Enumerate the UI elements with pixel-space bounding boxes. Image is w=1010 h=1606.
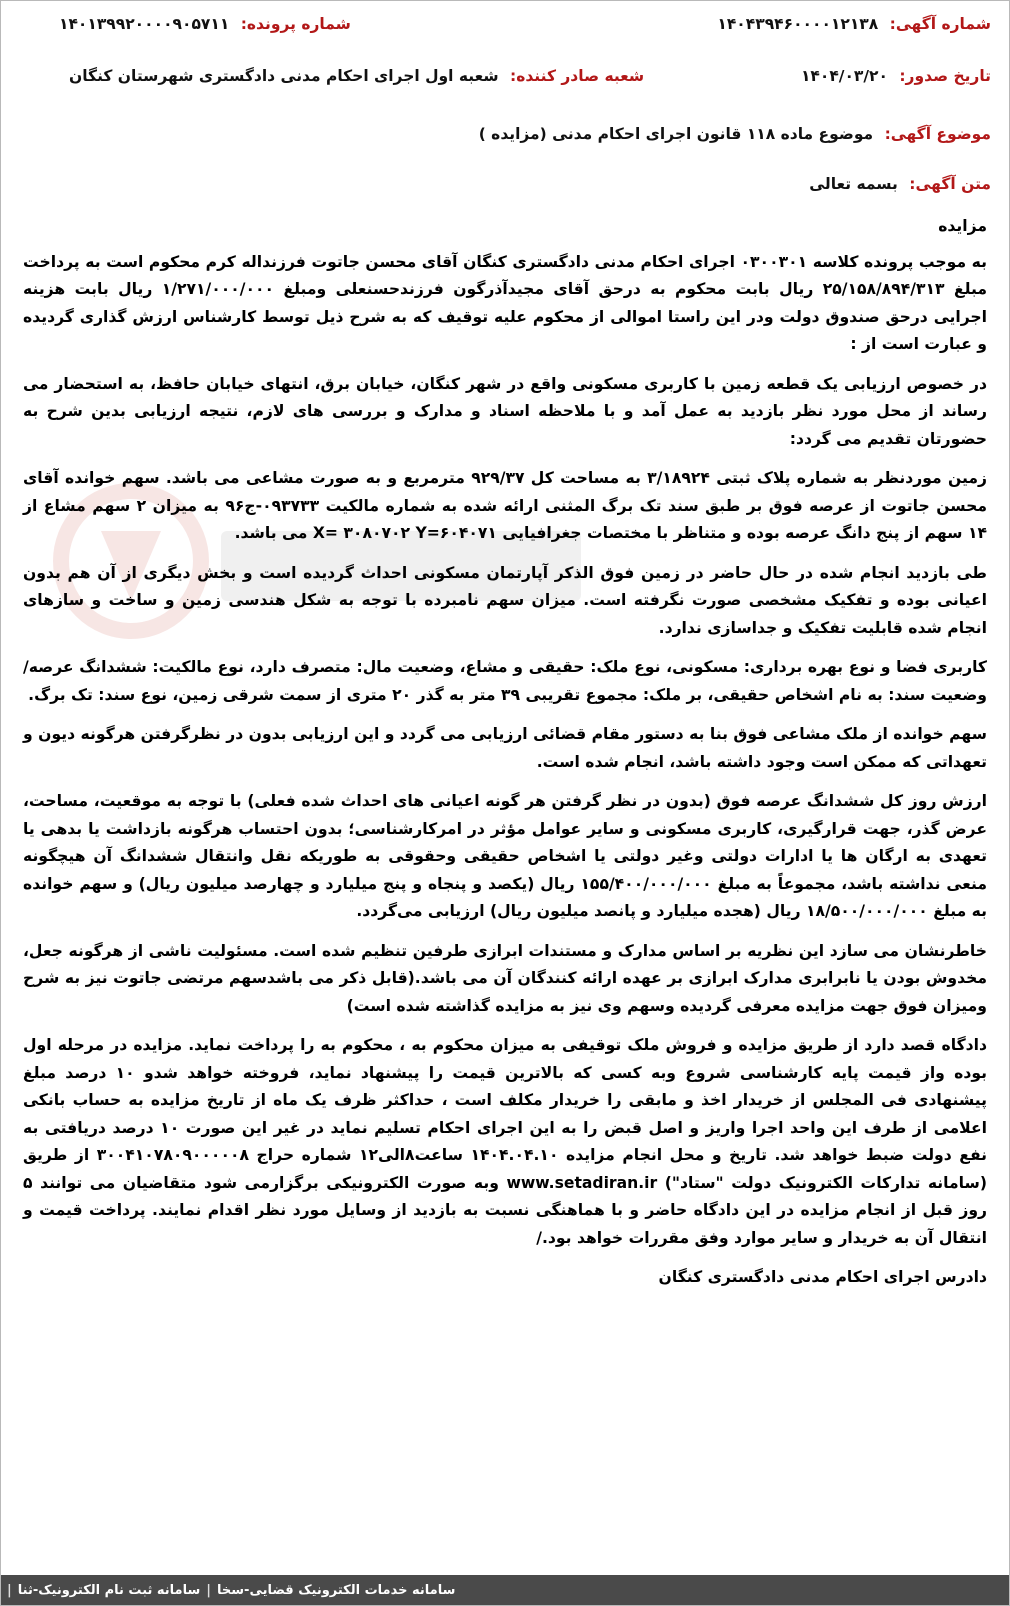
body-title: مزایده <box>938 217 987 235</box>
issue-date: ۱۴۰۴/۰۳/۲۰ <box>800 67 888 85</box>
case-number-group <box>59 15 351 33</box>
footer-link-sakha[interactable]: سامانه خدمات الکترونیک قضایی-سخا <box>217 1582 456 1598</box>
footer-separator-2: | <box>7 1582 12 1598</box>
footer-bar <box>1 1575 1009 1605</box>
paragraph-1: به موجب پرونده کلاسه ۰۳۰۰۳۰۱ اجرای احکام مدنی دادگستری کنگان آقای محسن جاتوت فرزنداله کرم محکوم است به پرداخت مبلغ ۲۵/۱۵۸/۸۹۴/۳۱۳ ریال بابت محکوم به درحق آقای مجیدآذرگون فرزندحسنعلی ومبلغ ۱/۲۷۱/۰۰۰/۰۰۰ ریال بابت هزینه اجرایی درحق صندوق دولت ودر این راستا اموالی از محکوم علیه توقیف که به شرح ذیل توسط کارشناس ارزش گذاری گردیده و عبارت است از : <box>23 252 987 353</box>
paragraph-8: خاطرنشان می سازد این نظریه بر اساس مدارک و مستندات ابرازی طرفین تنظیم شده است. مسئولیت ناشی از هرگونه جعل، مخدوش بودن یا نابرابری مدارک ابرازی بر عهده ارائه کنندگان آن می باشد.(قابل ذکر می باشدسهم مرتضی جاتوت نیز به شرح ومیزان فوق جهت مزایده معرفی گردیده وسهم وی نیز به مزایده گذاشته شده است) <box>23 941 987 1015</box>
ad-number: ۱۴۰۴۳۹۴۶۰۰۰۰۱۲۱۳۸ <box>717 15 879 33</box>
footer-separator: | <box>206 1582 212 1598</box>
issuer-group <box>69 67 644 85</box>
issuer-label: شعبه صادر کننده: <box>510 67 645 85</box>
paragraph-7: ارزش روز کل ششدانگ عرصه فوق (بدون در نظر گرفتن هر گونه اعیانی های احداث شده فعلی) با توجه به موقعیت، مساحت، عرض گذر، جهت قرارگیری، کاربری مسکونی و سایر عوامل مؤثر در امرکارشناسی؛ بدون احتساب هرگونه بازداشت یا بدهی یا تعهدی به ارگان ها یا ادارات دولتی وغیر دولتی یا اشخاص حقیقی وحقوقی به طوریکه نقل وانتقال ششدانگ آن هیچگونه منعی نداشته باشد، مجموعاً به مبلغ ۱۵۵/۴۰۰/۰۰۰/۰۰۰ ریال (یکصد و پنجاه و پنج میلیارد و چهارصد میلیون ریال) و سهم خوانده به مبلغ ۱۸/۵۰۰/۰۰۰/۰۰۰ ریال (هجده میلیارد و پانصد میلیون ریال) ارزیابی می‌گردد. <box>23 792 988 920</box>
case-number: ۱۴۰۱۳۹۹۲۰۰۰۰۹۰۵۷۱۱ <box>59 15 230 33</box>
paragraph-4: طی بازدید انجام شده در حال حاضر در زمین فوق الذکر آپارتمان مسکونی احداث گردیده است و بخش دیگری از آن هم بدون اعیانی بوده و تفکیک مشخصی صورت نگرفته است. میزان سهم نامبرده با توجه به شکل هندسی زمین و ساخت و سازهای انجام شده قابلیت تفکیک و جداسازی ندارد. <box>23 563 987 637</box>
ad-number-group <box>717 15 991 33</box>
issuer: شعبه اول اجرای احکام مدنی دادگستری شهرستان کنگان <box>69 67 499 85</box>
issue-date-group <box>801 67 991 85</box>
header-row-2 <box>19 67 991 85</box>
text-intro: بسمه تعالی <box>809 175 898 193</box>
paragraph-2: در خصوص ارزیابی یک قطعه زمین با کاربری مسکونی واقع در شهر کنگان، خیابان برق، انتهای خیابان حافظ، به استحضار می رساند از محل مورد نظر بازدید به عمل آمد و با ملاحظه اسناد و مدارک و بررسی های لازم، نتیجه ارزیابی بدین شرح به حضورتان تقدیم می گردد: <box>23 374 987 448</box>
subject-label: موضوع آگهی: <box>884 125 991 143</box>
paragraph-3: زمین موردنظر به شماره پلاک ثبتی ۳/۱۸۹۲۴ به مساحت کل ۹۲۹/۳۷ مترمربع و به صورت مشاعی می باشد. سهم خوانده آقای محسن جاتوت از عرصه فوق بر طبق سند تک برگ المثنی ارائه شده به شماره مالکیت ۰۹۳۷۳۳-ج۹۶ به میزان ۲ سهم مشاع از ۱۴ سهم از پنج دانگ عرصه بوده و متناظر با مختصات جغرافیایی X= ۳۰۸۰۷۰۲ Y=۶۰۴۰۷۱ می باشد. <box>23 469 988 542</box>
text-label: متن آگهی: <box>909 175 991 193</box>
paragraph-5: کاربری فضا و نوع بهره برداری: مسکونی، نوع ملک: حقیقی و مشاع، وضعیت مال: متصرف دارد، نوع مالکیت: ششدانگ عرصه/ وضعیت سند: به نام اشخاص حقیقی، بر ملک: مجموع تقریبی ۳۹ متر به گذر ۲۰ متری از سمت شرقی زمین، نوع سند: تک برگ. <box>23 658 987 704</box>
issue-date-label: تاریخ صدور: <box>899 67 991 85</box>
subject-line <box>19 125 991 143</box>
case-number-label: شماره پرونده: <box>240 15 351 33</box>
text-line <box>19 175 991 193</box>
footer-link-sana[interactable]: سامانه ثبت نام الکترونیک-ثنا <box>17 1582 201 1598</box>
paragraph-9: دادگاه قصد دارد از طریق مزایده و فروش ملک توقیفی به میزان محکوم به ، محکوم به را پرداخت نماید. مزایده در مرحله اول بوده واز قیمت پایه کارشناسی شروع وبه کسی که بالاترین قیمت را پیشنهاد نماید، فروخته خواهد شدو ۱۰ درصد مبلغ پیشنهادی فی المجلس از خریدار اخذ و مابقی را خریدار مکلف است ، حداکثر ظرف یک ماه از تاریخ مزایده به حساب بانکی اعلامی از طرف این واحد اجرا واریز و اصل قبض را به این اجرای احکام تسلیم نماید در غیر این صورت ۱۰ درصد دریافتی به نفع دولت ضبط خواهد شد. تاریخ و محل انجام مزایده ۱۴۰۴.۰۴.۱۰ ساعت۸الی۱۲ شماره حراج ۳۰۰۴۱۰۷۸۰۹۰۰۰۰۰۸ از طریق (سامانه تدارکات الکترونیک دولت "ستاد") www.setadiran.ir وبه صورت الکترونیکی برگزارمی شود متقاضیان می توانند ۵ روز قبل از انجام مزایده در این دادگاه حاضر و با هماهنگی نسبت به بازدید از وسایل مورد نظر اقدام نمایند. پرداخت قیمت و انتقال آن به خریدار و سایر موارد وفق مقررات خواهد بود./ <box>23 1036 988 1247</box>
signature: دادرس اجرای احکام مدنی دادگستری کنگان <box>658 1268 987 1286</box>
subject: موضوع ماده ۱۱۸ قانون اجرای احکام مدنی (مزایده ) <box>478 125 874 143</box>
header-row-1 <box>19 15 991 33</box>
ad-number-label: شماره آگهی: <box>889 15 991 33</box>
ad-body <box>23 213 987 1304</box>
paragraph-6: سهم خوانده از ملک مشاعی فوق بنا به دستور مقام قضائی ارزیابی می گردد و این ارزیابی بدون در نظرگرفتن هرگونه دیون و تعهداتی که ممکن است وجود داشته باشد، انجام شده است. <box>23 725 987 771</box>
